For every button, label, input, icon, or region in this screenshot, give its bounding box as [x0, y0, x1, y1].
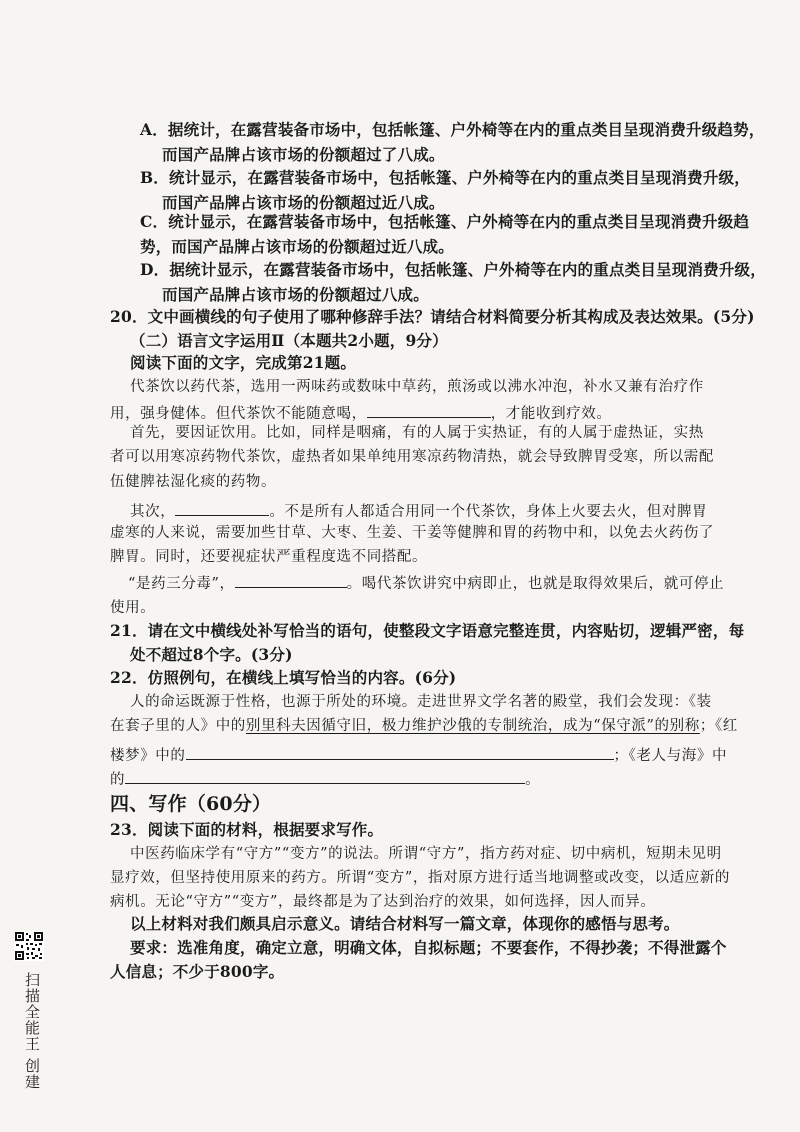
- question-22-text-d: ；《老人与海》中: [613, 748, 728, 764]
- section-2-intro: 阅读下面的文字，完成第21题。: [130, 353, 357, 372]
- passage-p2-line3: 伍健脾祛湿化痰的药物。: [110, 474, 277, 490]
- option-d-line2: 而国产品牌占该市场的份额超过八成。: [162, 285, 429, 304]
- answer-blank-1[interactable]: [367, 402, 491, 418]
- question-22-text-f: 。: [525, 772, 541, 788]
- passage-p1-text-b: ，才能收到疗效。: [490, 406, 612, 422]
- section-4-title: 四、写作（60分）: [110, 793, 272, 815]
- qr-code-icon: [14, 931, 44, 961]
- question-21-line1: 21．请在文中横线处补写恰当的语句，使整段文字语意完整连贯，内容贴切，逻辑严密，每: [110, 621, 745, 640]
- requirements-line1: 要求：选准角度，确定立意，明确文体，自拟标题；不要套作，不得抄袭；不得泄露个: [130, 938, 727, 957]
- passage-p2-line2: 者可以用寒凉药物代茶饮，虚热者如果单纯用寒凉药物清热，就会导致脾胃受寒，所以需配: [110, 449, 714, 465]
- question-20: 20．文中画横线的句子使用了哪种修辞手法？请结合材料简要分析其构成及表达效果。(5分): [110, 307, 755, 326]
- passage-p4-text-b: 。喝代茶饮讲究中病即止，也就是取得效果后，就可停止: [346, 576, 725, 592]
- answer-blank-old-man-sea[interactable]: [125, 768, 525, 784]
- question-22-line4: [110, 768, 540, 790]
- option-a-line2: 而国产品牌占该市场的份额超过了八成。: [162, 145, 445, 164]
- question-22-line3: [110, 744, 727, 766]
- passage-p4-line1: [128, 572, 724, 594]
- question-22-text-e: 的: [110, 772, 126, 788]
- question-22-line2: [110, 716, 738, 736]
- option-b-line1: B．统计显示，在露营装备市场中，包括帐篷、户外椅等在内的重点类目呈现消费升级，: [140, 168, 750, 187]
- question-21-line2: 处不超过8个字。(3分): [130, 645, 293, 664]
- passage-p4-line2: 使用。: [110, 600, 156, 616]
- question-22-line1: 人的命运既源于性格，也源于所处的环境。走进世界文学名著的殿堂，我们会发现：《装: [130, 694, 712, 710]
- example-sentence: 别里科夫因循守旧，极力维护沙俄的专制统治，成为“保守派”的别称: [245, 718, 700, 734]
- question-22-text-b: ；《红: [699, 718, 738, 734]
- passage-p2-line1: 首先，要因证饮用。比如，同样是咽痛，有的人属于实热证，有的人属于虚热证，实热: [130, 425, 704, 441]
- passage-p3-line2: 虚寒的人来说，需要加些甘草、大枣、生姜、干姜等健脾和胃的药物中和，以免去火药伤了: [110, 525, 714, 541]
- passage-p3-text-a: 其次，: [130, 504, 176, 520]
- prompt-line: 以上材料对我们颇具启示意义。请结合材料写一篇文章，体现你的感悟与思考。: [130, 914, 680, 933]
- question-22-text-c: 楼梦》中的: [110, 748, 186, 764]
- section-2-title: （二）语言文字运用Ⅱ（本题共2小题，9分）: [130, 331, 448, 350]
- material-line2: 显疗效，但坚持使用原来的药方。所谓“变方”，指对原方进行适当地调整或改变，以适应新的: [110, 870, 731, 886]
- passage-p3-line1: [130, 500, 707, 522]
- passage-p3-text-b: 。不是所有人都适合用同一个代茶饮，身体上火要去火，但对脾胃: [269, 504, 708, 520]
- question-23-title: 23．阅读下面的材料，根据要求写作。: [110, 820, 384, 839]
- passage-p3-line3: 脾胃。同时，还要视症状严重程度选不同搭配。: [110, 549, 428, 565]
- passage-p1-line2: [110, 402, 612, 424]
- requirements-line2: 人信息；不少于800字。: [110, 962, 285, 981]
- material-line3: 病机。无论“守方”“变方”，最终都是为了达到治疗的效果，如何选择，因人而异。: [110, 894, 656, 910]
- answer-blank-hongloumeng[interactable]: [186, 744, 614, 760]
- question-22-text-a: 在套子里的人》中的: [110, 718, 246, 734]
- passage-p4-text-a: “是药三分毒”，: [128, 576, 235, 592]
- passage-p1-line1: 代茶饮以药代茶，选用一两味药或数味中草药，煎汤或以沸水冲泡，补水又兼有治疗作: [130, 379, 704, 395]
- scanner-watermark: 扫描全能王 创建: [23, 972, 41, 1090]
- answer-blank-3[interactable]: [235, 572, 347, 588]
- passage-p1-text-a: 用，强身健体。但代茶饮不能随意喝，: [110, 406, 367, 422]
- option-d-line1: D．据统计显示，在露营装备市场中，包括帐篷、户外椅等在内的重点类目呈现消费升级，: [140, 260, 766, 279]
- option-c-line1: C．统计显示，在露营装备市场中，包括帐篷、户外椅等在内的重点类目呈现消费升级趋: [140, 212, 750, 231]
- material-line1: 中医药临床学有“守方”“变方”的说法。所谓“守方”，指方药对症、切中病机，短期未见明: [130, 846, 722, 862]
- option-b-line2: 而国产品牌占该市场的份额超过近八成。: [162, 193, 445, 212]
- option-c-line2: 势，而国产品牌占该市场的份额超过近八成。: [140, 237, 455, 256]
- option-a-line1: A．据统计，在露营装备市场中，包括帐篷、户外椅等在内的重点类目呈现消费升级趋势，: [140, 120, 765, 139]
- answer-blank-2[interactable]: [175, 500, 269, 516]
- question-22-title: 22．仿照例句，在横线上填写恰当的内容。(6分): [110, 668, 457, 687]
